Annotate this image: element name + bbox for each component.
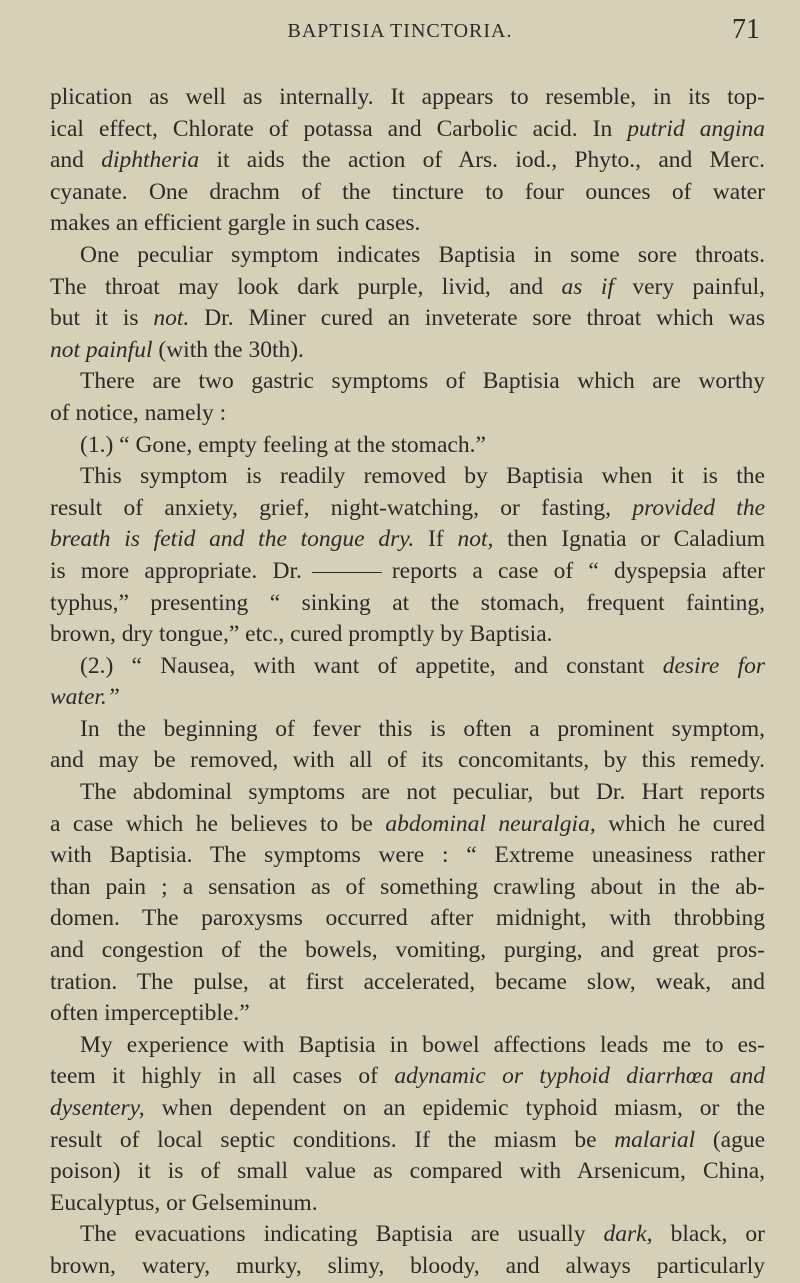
text-line — [50, 556, 765, 588]
text-line — [50, 366, 765, 398]
running-head: BAPTISIA TINCTORIA. — [287, 20, 513, 42]
text-span: result of anxiety, grief, night-watching, or fasting, — [50, 494, 633, 521]
text-span: when dependent on an epidemic typhoid miasm, or the — [144, 1095, 765, 1121]
text-span: makes an efficient gargle in such cases. — [50, 210, 421, 237]
text-line — [50, 303, 765, 335]
text-span: of notice, namely : — [50, 399, 227, 426]
text-line — [50, 208, 765, 240]
text-line — [50, 714, 765, 746]
text-span: The throat may look dark purple, livid, and — [50, 273, 562, 300]
text-line — [50, 872, 765, 904]
text-span: (2.) “ Nausea, with want of appetite, and constant — [80, 652, 663, 679]
text-line — [50, 651, 765, 683]
italic-text: putrid angina — [627, 115, 765, 142]
italic-text: not, — [457, 526, 494, 553]
text-span: and congestion of the bowels, vomiting, purging, and great pros- — [50, 937, 765, 964]
text-span: domen. The paroxysms occurred after midnight, with throbbing — [50, 905, 765, 932]
text-line — [50, 1061, 765, 1093]
text-line — [50, 809, 765, 841]
text-line — [50, 619, 765, 651]
text-span: result of local septic conditions. If the miasm be — [50, 1126, 615, 1153]
text-span: One peculiar symptom indicates Baptisia in some sore throats. — [80, 241, 765, 268]
text-span: but it is — [50, 305, 154, 332]
italic-text: diphtheria — [101, 147, 200, 174]
text-line — [50, 335, 765, 367]
text-line — [50, 1251, 765, 1283]
text-line — [50, 430, 765, 462]
body-text — [50, 82, 765, 1283]
italic-text: as if — [561, 273, 614, 300]
text-span: is more appropriate. Dr. — [50, 557, 302, 584]
text-span: There are two gastric symptoms of Baptisia which are worthy — [80, 368, 765, 395]
page-header — [0, 14, 800, 54]
text-line — [50, 240, 765, 272]
text-line — [50, 1125, 765, 1157]
text-line — [50, 145, 765, 177]
text-span: brown, dry tongue,” etc., cured promptly by Baptisia. — [50, 621, 553, 648]
text-span: than pain ; a sensation as of something crawling about in the ab- — [50, 873, 765, 900]
text-span: If — [414, 526, 458, 553]
text-span: brown, watery, murky, slimy, bloody, and always particularly — [50, 1252, 765, 1279]
text-span: black, or — [652, 1221, 765, 1248]
text-span: The abdominal symptoms are not peculiar, but Dr. Hart reports — [80, 779, 765, 806]
text-line — [50, 998, 765, 1030]
text-line — [50, 745, 765, 777]
italic-text: abdominal neuralgia, — [385, 810, 596, 837]
text-line — [50, 82, 765, 114]
text-line — [50, 461, 765, 493]
text-span: cyanate. One drachm of the tincture to four ounces of water — [50, 178, 765, 205]
text-span: often imperceptible.” — [50, 1000, 250, 1027]
text-span: reports a case of “ dyspepsia after — [391, 557, 765, 584]
text-line — [50, 588, 765, 620]
page-number: 71 — [732, 14, 760, 45]
text-span: ical effect, Chlorate of potassa and Carbolic acid. In — [50, 115, 628, 142]
text-span: My experience with Baptisia in bowel affections leads me to es- — [80, 1031, 765, 1058]
text-span: This symptom is readily removed by Baptisia when it is the — [80, 463, 765, 490]
text-span: which he cured — [595, 810, 765, 837]
text-span: poison) it is of small value as compared with Arsenicum, China, — [50, 1158, 765, 1185]
italic-text: adynamic or typhoid diarrhœa and — [394, 1063, 765, 1090]
text-line — [50, 398, 765, 430]
text-span: typhus,” presenting “ sinking at the stomach, frequent fainting, — [50, 589, 765, 616]
text-span: The evacuations indicating Baptisia are usually — [80, 1221, 604, 1248]
text-line — [50, 1219, 765, 1251]
text-span: plication as well as internally. It appears to resemble, in its top- — [50, 84, 765, 110]
text-span: (1.) “ Gone, empty feeling at the stomach.” — [80, 431, 486, 458]
text-line — [50, 524, 765, 556]
text-line — [50, 1188, 765, 1220]
text-span: very painful, — [613, 273, 765, 300]
italic-text: desire for — [662, 652, 765, 679]
text-line — [50, 1093, 765, 1125]
text-span: and may be removed, with all of its concomitants, by this remedy. — [50, 747, 765, 774]
text-span: teem it highly in all cases of — [50, 1063, 395, 1090]
text-span: with Baptisia. The symptoms were : “ Extreme uneasiness rather — [50, 842, 765, 869]
text-span: then Ignatia or Caladium — [493, 526, 765, 553]
italic-text: breath is fetid and the tongue dry. — [50, 526, 415, 553]
text-span: and — [50, 147, 102, 174]
text-line — [50, 1156, 765, 1188]
text-span: (ague — [695, 1126, 765, 1153]
text-line — [50, 903, 765, 935]
text-span: it aids the action of Ars. iod., Phyto., and Merc. — [199, 147, 765, 174]
omitted-name-dash — [312, 572, 382, 573]
text-span: Eucalyptus, or Gelseminum. — [50, 1189, 318, 1216]
text-line — [50, 1030, 765, 1062]
italic-text: not. — [153, 305, 190, 332]
text-line — [50, 177, 765, 209]
text-line — [50, 777, 765, 809]
text-line — [50, 935, 765, 967]
text-line — [50, 493, 765, 525]
text-line — [50, 114, 765, 146]
text-line — [50, 682, 765, 714]
text-line — [50, 967, 765, 999]
italic-text: provided the — [632, 494, 765, 521]
text-span: (with the 30th). — [152, 336, 304, 363]
italic-text: dysentery, — [50, 1095, 145, 1121]
text-span: Dr. Miner cured an inveterate sore throat which was — [189, 305, 765, 332]
italic-text: not painful — [50, 336, 153, 363]
text-line — [50, 272, 765, 304]
text-span: tration. The pulse, at first accelerated, became slow, weak, and — [50, 968, 765, 995]
italic-text: water.” — [50, 684, 120, 711]
text-span: In the beginning of fever this is often a prominent symptom, — [80, 715, 765, 742]
text-span: a case which he believes to be — [50, 810, 386, 837]
italic-text: dark, — [603, 1221, 653, 1248]
text-line — [50, 840, 765, 872]
italic-text: malarial — [614, 1126, 696, 1153]
